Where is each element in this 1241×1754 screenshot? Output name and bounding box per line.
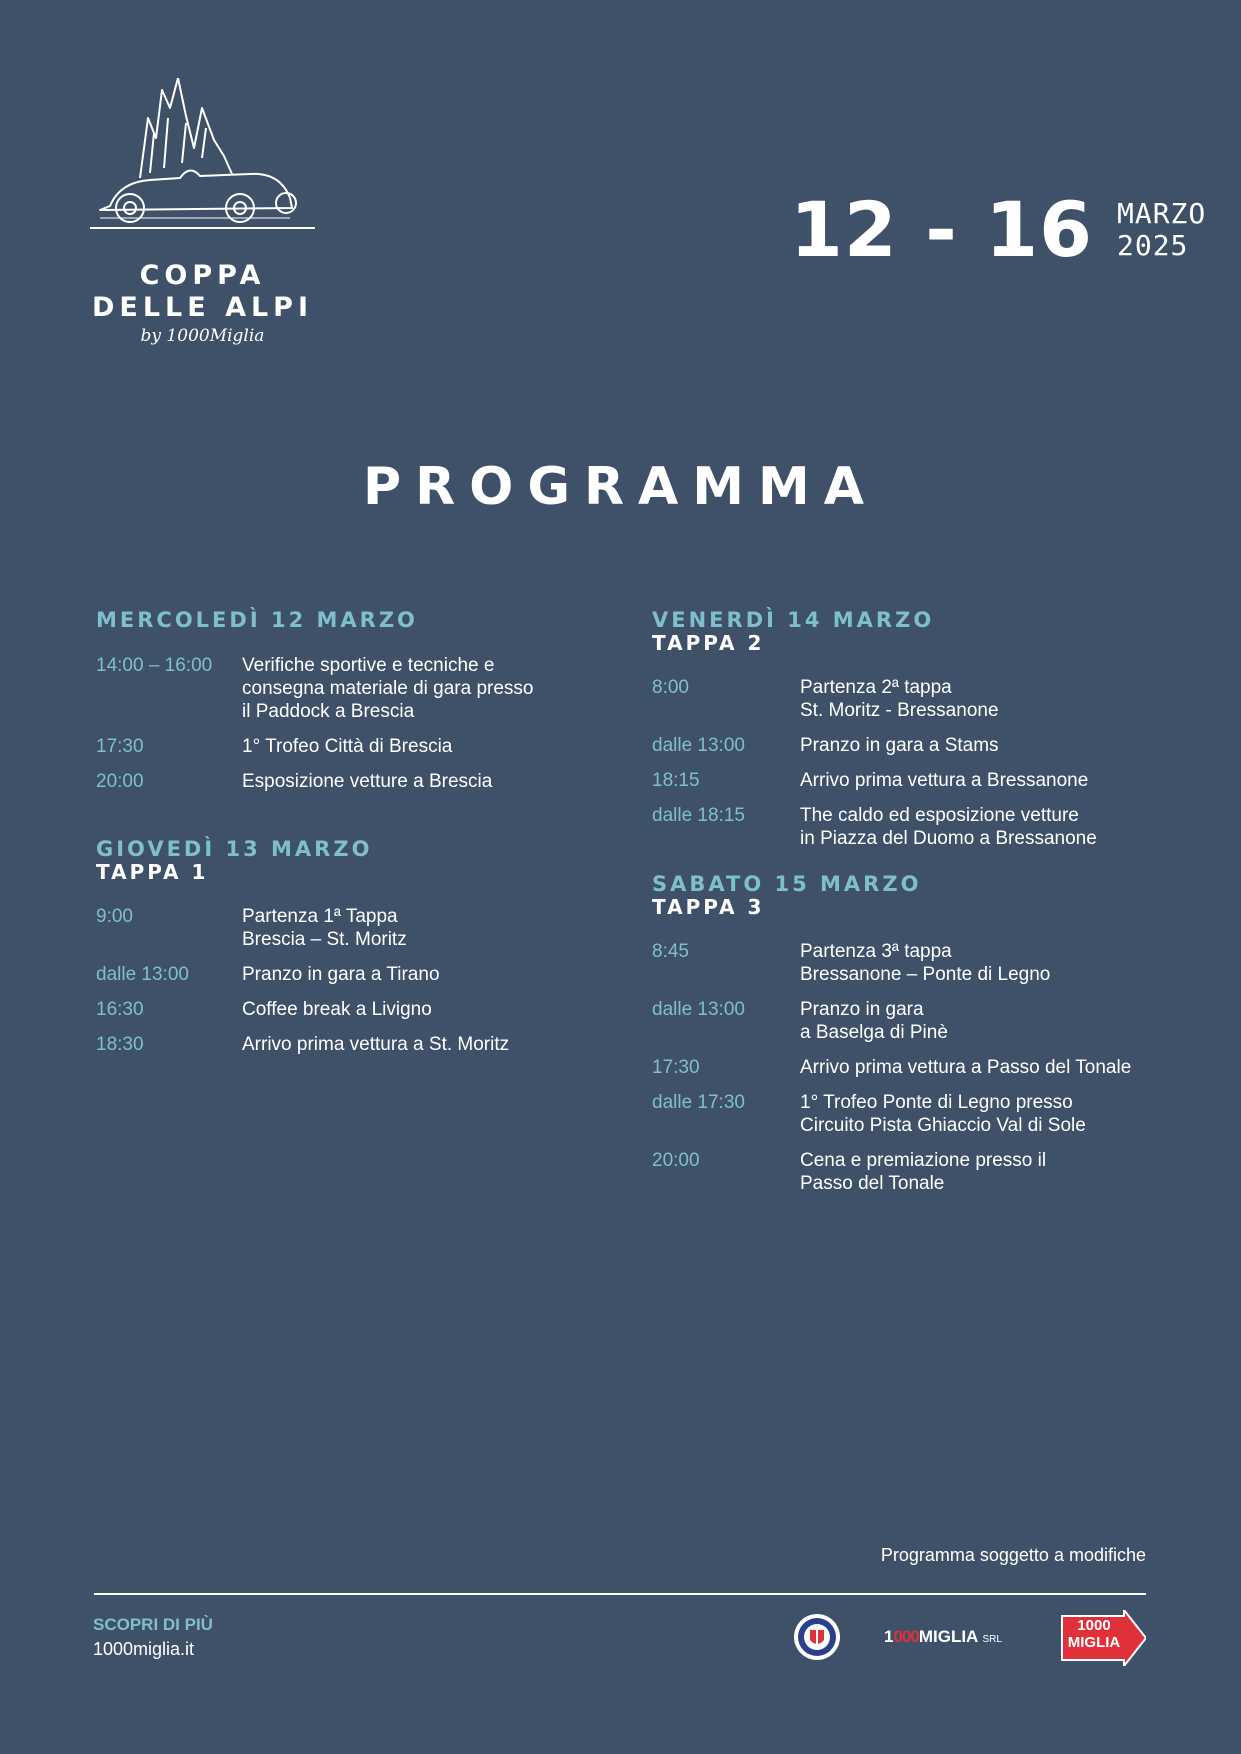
event-row xyxy=(96,998,636,1021)
event-time: 17:30 xyxy=(652,1057,700,1078)
website-link[interactable]: 1000miglia.it xyxy=(93,1639,195,1659)
event-time: 20:00 xyxy=(652,1150,700,1171)
srl-logo-suffix: SRL xyxy=(982,1634,1002,1645)
event-row xyxy=(652,769,1192,792)
day-title: MERCOLEDÌ 12 MARZO xyxy=(96,608,418,632)
event-row xyxy=(96,770,636,793)
event-row xyxy=(652,734,1192,757)
srl-logo-miglia: MIGLIA xyxy=(918,1627,978,1646)
day-section xyxy=(652,872,1192,1195)
miglia-srl-logo xyxy=(884,1627,1002,1647)
event-time: 8:45 xyxy=(652,941,689,962)
event-description: Coffee break a Livigno xyxy=(242,999,432,1020)
day-section xyxy=(652,608,1192,850)
event-description: Cena e premiazione presso il Passo del Tonale xyxy=(800,1150,1047,1194)
event-row xyxy=(96,654,636,723)
event-description: Partenza 2ª tappa St. Moritz - Bressanone xyxy=(800,677,999,721)
event-time: 18:15 xyxy=(652,770,700,791)
event-row xyxy=(652,1149,1192,1195)
date-year: 2025 xyxy=(1116,229,1189,262)
stage-label: TAPPA 1 xyxy=(96,860,209,884)
event-description: Partenza 3ª tappa Bressanone – Ponte di Legno xyxy=(800,941,1051,985)
schedule-right-column xyxy=(652,608,1192,1239)
event-time: dalle 13:00 xyxy=(96,964,189,985)
event-list xyxy=(96,905,636,1056)
event-time: 16:30 xyxy=(96,999,144,1020)
event-description: Pranzo in gara a Tirano xyxy=(242,964,440,985)
badge-line-1: 1000 xyxy=(1077,1617,1111,1634)
event-row xyxy=(652,1091,1192,1137)
event-description: Pranzo in gara a Baselga di Pinè xyxy=(800,999,948,1043)
event-list xyxy=(652,940,1192,1195)
date-range: 12 - 16 xyxy=(790,185,1093,274)
event-row xyxy=(652,676,1192,722)
event-description: 1° Trofeo Città di Brescia xyxy=(242,736,453,757)
date-month: MARZO xyxy=(1116,197,1207,230)
date-month-year xyxy=(1117,198,1206,262)
event-time: 9:00 xyxy=(96,906,133,927)
logo-line-1: COPPA xyxy=(139,260,266,291)
event-time: 18:30 xyxy=(96,1034,144,1055)
event-dates xyxy=(790,185,1207,274)
stage-label: TAPPA 3 xyxy=(652,895,765,919)
event-description: Arrivo prima vettura a Bressanone xyxy=(800,770,1089,791)
logo-line-2: DELLE ALPI xyxy=(91,292,314,323)
event-time: 17:30 xyxy=(96,736,144,757)
day-title: VENERDÌ 14 MARZO xyxy=(652,608,935,632)
event-row xyxy=(96,1033,636,1056)
event-row xyxy=(652,804,1192,850)
logo-byline: by 1000Miglia xyxy=(140,326,265,346)
event-time: 8:00 xyxy=(652,677,689,698)
club-crest-icon xyxy=(792,1612,842,1662)
event-row xyxy=(96,905,636,951)
footer-cta[interactable] xyxy=(93,1615,213,1660)
event-description: Arrivo prima vettura a St. Moritz xyxy=(242,1034,510,1055)
mille-miglia-badge-text xyxy=(1062,1617,1126,1651)
schedule-left-column xyxy=(96,608,636,1100)
event-list xyxy=(96,654,636,793)
day-title: GIOVEDÌ 13 MARZO xyxy=(96,837,373,861)
footer-divider xyxy=(94,1593,1146,1595)
event-time: 14:00 – 16:00 xyxy=(96,655,213,676)
stage-label: TAPPA 2 xyxy=(652,631,765,655)
event-row xyxy=(96,963,636,986)
event-description: 1° Trofeo Ponte di Legno presso Circuito Pista Ghiaccio Val di Sole xyxy=(800,1092,1086,1136)
event-time: dalle 13:00 xyxy=(652,735,745,756)
mountain-car-emblem-icon xyxy=(90,78,315,260)
day-section xyxy=(96,608,636,793)
event-logo xyxy=(90,78,315,346)
event-row xyxy=(652,940,1192,986)
page-title: PROGRAMMA xyxy=(362,457,879,517)
event-row xyxy=(652,998,1192,1044)
event-description: Arrivo prima vettura a Passo del Tonale xyxy=(800,1057,1132,1078)
cta-label: SCOPRI DI PIÙ xyxy=(93,1615,213,1634)
event-time: dalle 17:30 xyxy=(652,1092,745,1113)
event-time: dalle 18:15 xyxy=(652,805,745,826)
event-row xyxy=(96,735,636,758)
event-description: Partenza 1ª Tappa Brescia – St. Moritz xyxy=(242,906,407,950)
event-row xyxy=(652,1056,1192,1079)
event-time: 20:00 xyxy=(96,771,144,792)
event-description: The caldo ed esposizione vetture in Piazza del Duomo a Bressanone xyxy=(800,805,1097,849)
srl-logo-zeros: 000 xyxy=(893,1627,919,1646)
srl-logo-one: 1 xyxy=(884,1627,894,1646)
day-section xyxy=(96,837,636,1056)
badge-line-2: MIGLIA xyxy=(1067,1634,1121,1651)
event-time: dalle 13:00 xyxy=(652,999,745,1020)
event-description: Verifiche sportive e tecniche e consegna materiale di gara presso il Paddock a Brescia xyxy=(242,655,534,722)
event-description: Pranzo in gara a Stams xyxy=(800,735,999,756)
event-list xyxy=(652,676,1192,850)
day-title: SABATO 15 MARZO xyxy=(652,872,922,896)
event-description: Esposizione vetture a Brescia xyxy=(242,771,493,792)
disclaimer-note: Programma soggetto a modifiche xyxy=(880,1545,1146,1565)
